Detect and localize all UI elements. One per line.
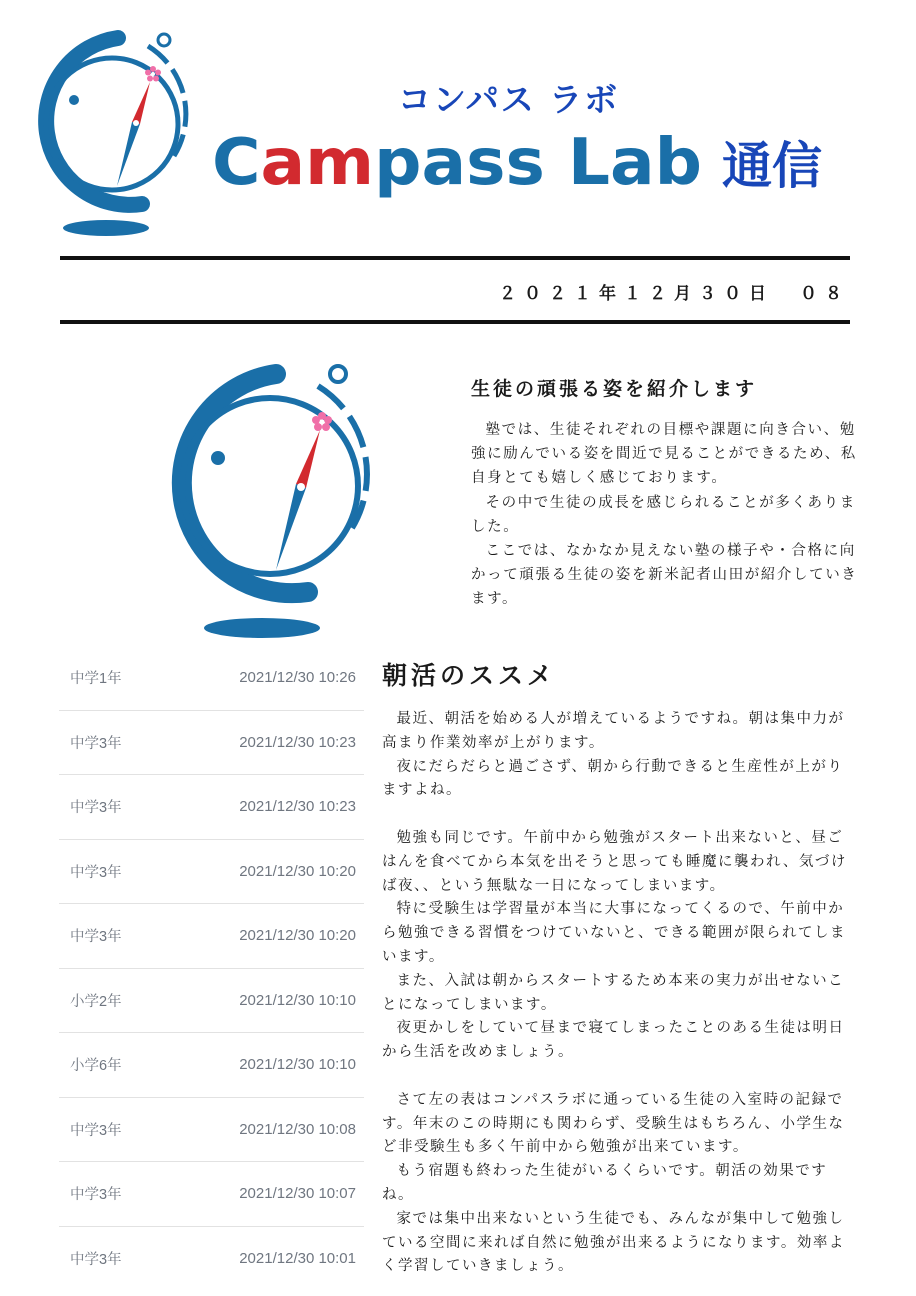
table-row [59, 1033, 364, 1098]
grade-cell: 中学3年 [70, 864, 122, 881]
time-cell: 2021/12/30 10:01 [239, 1250, 356, 1268]
time-cell: 2021/12/30 10:20 [239, 862, 356, 880]
grade-cell: 小学6年 [70, 1058, 122, 1075]
table-row [59, 1227, 364, 1292]
kana-title: コンパス ラボ [398, 80, 620, 119]
issue-dateline [499, 279, 850, 304]
bottom-rule [60, 320, 850, 324]
time-cell: 2021/12/30 10:10 [239, 991, 356, 1009]
issue-date: ２０２１年１２月３０日 [499, 284, 774, 304]
table-row [59, 711, 364, 776]
table-row [59, 1162, 364, 1227]
table-row [59, 969, 364, 1034]
grade-cell: 中学1年 [70, 671, 122, 688]
article-paragraph: さて左の表はコンパスラボに通っている生徒の入室時の記録です。年末のこの時期にも関わらず、受験生はもちろん、小学生など非受験生も多く午前中から勉強が出来ています。 [382, 1091, 845, 1156]
article-paragraph: もう宿題も終わった生徒がいるくらいです。朝活の効果ですね。 [382, 1163, 828, 1203]
grade-cell: 中学3年 [70, 735, 122, 752]
entry-log-table [59, 646, 364, 1291]
grade-cell: 中学3年 [70, 800, 122, 817]
table-row [59, 775, 364, 840]
table-row [59, 646, 364, 711]
paragraph-spacer [382, 1065, 858, 1089]
grade-cell: 中学3年 [70, 1122, 122, 1139]
time-cell: 2021/12/30 10:23 [239, 798, 356, 816]
brand-wordmark [212, 118, 732, 202]
intro-paragraph: ここでは、なかなか見えない塾の様子や・合格に向かって頑張る生徒の姿を新米記者山田が紹介していきます。 [471, 543, 858, 608]
table-row [59, 904, 364, 969]
intro-paragraph: その中で生徒の成長を感じられることが多くありました。 [471, 494, 856, 535]
article-paragraph: 最近、朝活を始める人が増えているようですね。朝は集中力が高まり作業効率が上がります。 [382, 711, 845, 751]
article-paragraph: また、入試は朝からスタートするため本来の実力が出せないことになってしまいます。 [382, 972, 845, 1013]
compass-logo-icon [22, 26, 194, 238]
intro-paragraph: 塾では、生徒それぞれの目標や課題に向き合い、勉強に励んでいる姿を間近で見ることができるため、私自身とても嬉しく感じております。 [471, 422, 857, 487]
article-paragraph: 勉強も同じです。午前中から勉強がスタート出来ないと、昼ごはんを食べてから本気を出そうと思っても睡魔に襲われ、気づけば夜、、という無駄な一日になってしまいます。 [382, 829, 847, 894]
time-cell: 2021/12/30 10:07 [239, 1185, 356, 1203]
grade-cell: 中学3年 [70, 1252, 122, 1269]
time-cell: 2021/12/30 10:20 [239, 927, 356, 945]
brand-name: Campass Lab [212, 126, 692, 200]
grade-cell: 中学3年 [70, 929, 122, 946]
intro-body [471, 418, 861, 612]
article-heading: 朝活のススメ [382, 661, 557, 690]
article-body [382, 708, 858, 1279]
time-cell: 2021/12/30 10:10 [239, 1056, 356, 1074]
grade-cell: 小学2年 [70, 993, 122, 1010]
table-row [59, 1098, 364, 1163]
issue-number: ０８ [800, 284, 850, 304]
time-cell: 2021/12/30 10:23 [239, 733, 356, 751]
time-cell: 2021/12/30 10:08 [239, 1120, 356, 1138]
intro-heading: 生徒の頑張る姿を紹介します [471, 378, 758, 400]
time-cell: 2021/12/30 10:26 [239, 669, 356, 687]
top-rule [60, 256, 850, 260]
article-paragraph: 夜更かしをしていて昼まで寝てしまったことのある生徒は明日から生活を改めましょう。 [382, 1020, 845, 1061]
article-paragraph: 特に受験生は学習量が本当に大事になってくるので、午前中から勉強できる習慣をつけていないと、できる範囲が限られてしまいます。 [382, 901, 846, 965]
article-paragraph: 夜にだらだらと過ごさず、朝から行動できると生産性が上がりますよね。 [382, 758, 844, 799]
newsletter-suffix: 通信 [722, 137, 822, 195]
article-paragraph: 家では集中出来ないという生徒でも、みんなが集中して勉強している空間に来れば自然に勉強が出来るようになります。効率よく学習していきましょう。 [382, 1210, 845, 1275]
paragraph-spacer [382, 803, 858, 827]
grade-cell: 中学3年 [70, 1187, 122, 1204]
table-row [59, 840, 364, 905]
compass-illustration-icon [150, 356, 376, 642]
